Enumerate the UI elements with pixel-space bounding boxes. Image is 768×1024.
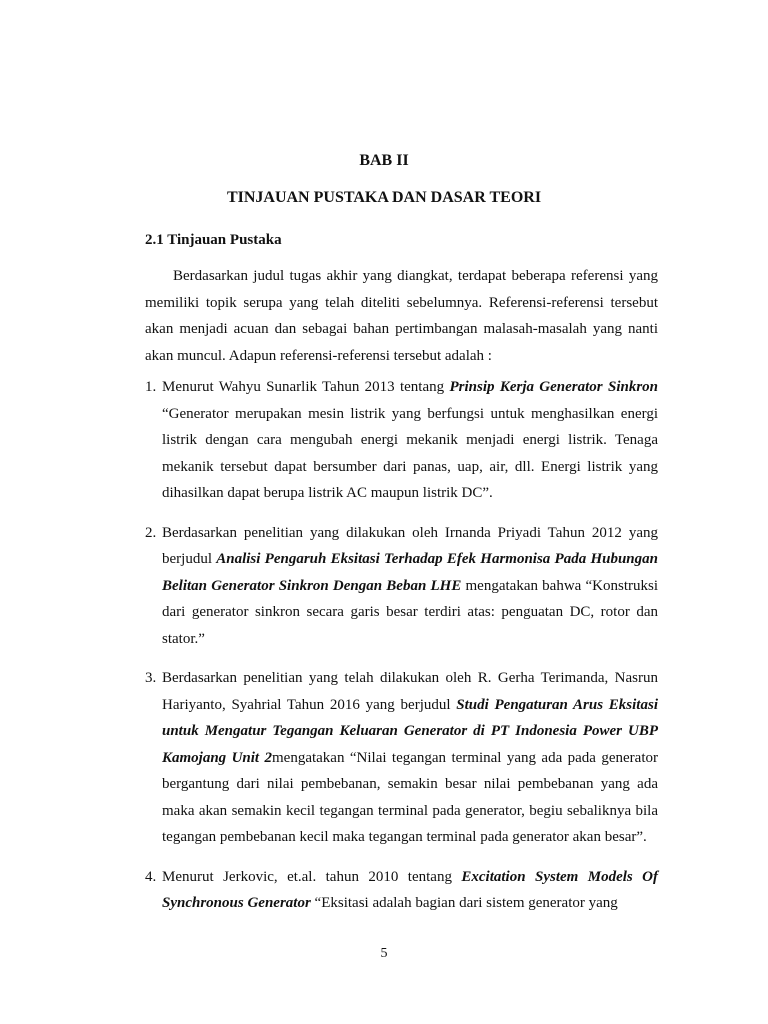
reference-number: 1. [145, 379, 157, 395]
reference-intro: Berdasarkan penelitian yang telah dilakukan oleh R. Gerha Terimanda, Nasrun Hariyanto, Syahrial Tahun 2016 yang berjudul [162, 670, 658, 713]
reference-title: Excitation System Models Of Synchronous Generator [162, 868, 658, 911]
reference-item [145, 520, 658, 653]
page-number: 5 [380, 946, 388, 961]
reference-number: 4. [145, 868, 157, 885]
reference-item [145, 665, 658, 851]
reference-number: 2. [145, 524, 157, 541]
chapter-number: BAB II [359, 152, 409, 169]
reference-list [145, 374, 658, 917]
reference-intro: Berdasarkan penelitian yang dilakukan oleh Irnanda Priyadi Tahun 2012 yang berjudul [162, 524, 658, 567]
reference-item [145, 864, 658, 917]
intro-paragraph-block [145, 263, 658, 369]
reference-title: Analisi Pengaruh Eksitasi Terhadap Efek Harmonisa Pada Hubungan Belitan Generator Sinkron Dengan Beban LHE [162, 551, 658, 594]
reference-intro: Menurut Jerkovic, et.al. tahun 2010 tentang [162, 868, 462, 885]
reference-quote: mengatakan “Nilai tegangan terminal yang ada pada generator bergantung dari nilai pembebanan, semakin besar nilai pembebanan yang ada maka akan semakin kecil tegangan terminal pada generator, begiu sebaliknya bila tegangan pembebanan kecil maka tegangan terminal pada generator akan besar”. [162, 749, 658, 845]
reference-number: 3. [145, 670, 157, 686]
reference-quote: “Eksitasi adalah bagian dari sistem generator yang [310, 895, 618, 911]
chapter-title: TINJAUAN PUSTAKA DAN DASAR TEORI [226, 189, 542, 206]
reference-item [145, 374, 658, 507]
intro-paragraph: Berdasarkan judul tugas akhir yang diangkat, terdapat beberapa referensi yang memiliki topik serupa yang telah diteliti sebelumnya. Referensi-referensi tersebut akan menjadi acuan dan sebagai bahan pertimbangan malasah-masalah yang nanti akan muncul. Adapun referensi-referensi tersebut adalah : [145, 268, 658, 364]
reference-title: Prinsip Kerja Generator Sinkron [449, 379, 659, 395]
reference-title: Studi Pengaturan Arus Eksitasi untuk Mengatur Tegangan Keluaran Generator di PT Indonesia Power UBP Kamojang Unit 2 [162, 696, 658, 766]
reference-intro: Menurut Wahyu Sunarlik Tahun 2013 tentang [162, 379, 450, 395]
reference-quote: “Generator merupakan mesin listrik yang berfungsi untuk menghasilkan energi listrik dengan cara mengubah energi mekanik menjadi energi listrik. Tenaga mekanik tersebut dapat bersumber dari panas, uap, air, dll. Energi listrik yang dihasilkan dapat berupa listrik AC maupun listrik DC”. [162, 405, 658, 501]
reference-quote: mengatakan bahwa “Konstruksi dari generator sinkron secara garis besar terdiri atas: penguatan DC, rotor dan stator.” [162, 577, 658, 647]
section-heading: 2.1 Tinjauan Pustaka [145, 232, 282, 248]
